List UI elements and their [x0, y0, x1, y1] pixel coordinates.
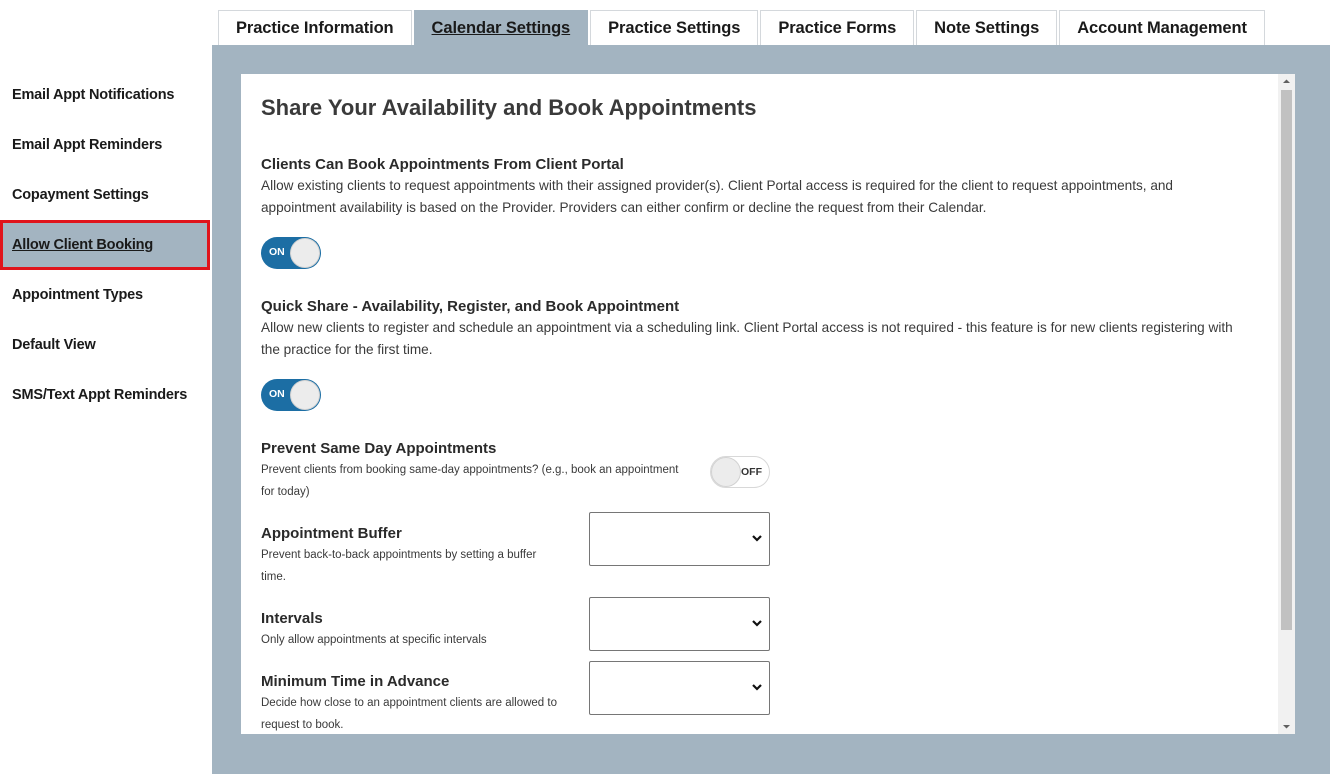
client-portal-booking-title: Clients Can Book Appointments From Client Portal: [261, 156, 624, 173]
quick-share-title: Quick Share - Availability, Register, and Book Appointment: [261, 298, 680, 315]
chevron-down-icon: [751, 616, 763, 630]
minimum-time-in-advance-title: Minimum Time in Advance: [261, 673, 450, 690]
sidebar-item-email-appt-reminders[interactable]: Email Appt Reminders: [12, 137, 163, 153]
tab-practice-settings[interactable]: Practice Settings: [590, 10, 758, 45]
intervals-title: Intervals: [261, 610, 323, 627]
toggle-state-label: ON: [269, 388, 285, 400]
page-title: Share Your Availability and Book Appointments: [261, 95, 757, 120]
description-line: Prevent clients from booking same-day appointments? (e.g., book an appointment: [261, 464, 679, 476]
settings-panel: [241, 74, 1295, 734]
minimum-time-in-advance-description: [261, 693, 581, 734]
description-line: Only allow appointments at specific intervals: [261, 634, 487, 646]
description-line: Allow existing clients to request appointments with their assigned provider(s). Client Portal access is required for the client to request appointments, and: [261, 178, 1173, 193]
tab-note-settings[interactable]: Note Settings: [916, 10, 1057, 45]
scroll-up-arrow-icon[interactable]: [1278, 74, 1295, 89]
sidebar-item-email-appt-notifications[interactable]: Email Appt Notifications: [12, 87, 175, 103]
quick-share-toggle[interactable]: [261, 379, 321, 411]
sidebar-item-copayment-settings[interactable]: Copayment Settings: [12, 187, 149, 203]
intervals-select[interactable]: [589, 597, 770, 651]
description-line: time.: [261, 570, 286, 583]
scrollbar-thumb[interactable]: [1281, 90, 1292, 630]
intervals-description: [261, 630, 571, 652]
description-line: Decide how close to an appointment clients are allowed to: [261, 697, 557, 709]
minimum-time-in-advance-select[interactable]: [589, 661, 770, 715]
quick-share-description: [261, 317, 1251, 360]
toggle-state-label: OFF: [741, 466, 762, 478]
appointment-buffer-select[interactable]: [589, 512, 770, 566]
panel-scrollbar[interactable]: [1278, 74, 1295, 734]
sidebar-item-default-view[interactable]: Default View: [12, 337, 96, 353]
tab-calendar-settings[interactable]: Calendar Settings: [414, 10, 589, 45]
client-portal-booking-toggle[interactable]: [261, 237, 321, 269]
chevron-down-icon: [751, 680, 763, 694]
toggle-knob: [290, 238, 320, 268]
appointment-buffer-description: [261, 545, 571, 588]
sidebar-item-sms-text-appt-reminders[interactable]: SMS/Text Appt Reminders: [12, 387, 188, 403]
tab-account-management[interactable]: Account Management: [1059, 10, 1265, 45]
toggle-knob: [290, 380, 320, 410]
description-line: Prevent back-to-back appointments by setting a buffer: [261, 549, 537, 561]
description-line: Allow new clients to register and schedule an appointment via a scheduling link. Client Portal access is not required - this feature is for new clients registering with: [261, 320, 1233, 335]
sidebar-item-appointment-types[interactable]: Appointment Types: [12, 287, 143, 303]
prevent-same-day-description: [261, 460, 701, 503]
chevron-down-icon: [751, 531, 763, 545]
toggle-knob: [711, 457, 741, 487]
description-line: for today): [261, 485, 310, 498]
toggle-state-label: ON: [269, 246, 285, 258]
sidebar-item-allow-client-booking[interactable]: Allow Client Booking: [0, 220, 210, 270]
description-line: the practice for the first time.: [261, 341, 433, 357]
appointment-buffer-title: Appointment Buffer: [261, 525, 402, 542]
client-portal-booking-description: [261, 175, 1251, 218]
tab-practice-forms[interactable]: Practice Forms: [760, 10, 914, 45]
prevent-same-day-title: Prevent Same Day Appointments: [261, 440, 497, 457]
description-line: request to book.: [261, 718, 344, 731]
description-line: appointment availability is based on the Provider. Providers can either confirm or decline the request from their Calendar.: [261, 199, 987, 215]
top-tab-bar: [218, 10, 1267, 45]
settings-frame: [212, 45, 1330, 774]
tab-practice-information[interactable]: Practice Information: [218, 10, 412, 45]
scroll-down-arrow-icon[interactable]: [1278, 719, 1295, 734]
prevent-same-day-toggle[interactable]: [710, 456, 770, 488]
settings-sidebar: [0, 70, 210, 420]
